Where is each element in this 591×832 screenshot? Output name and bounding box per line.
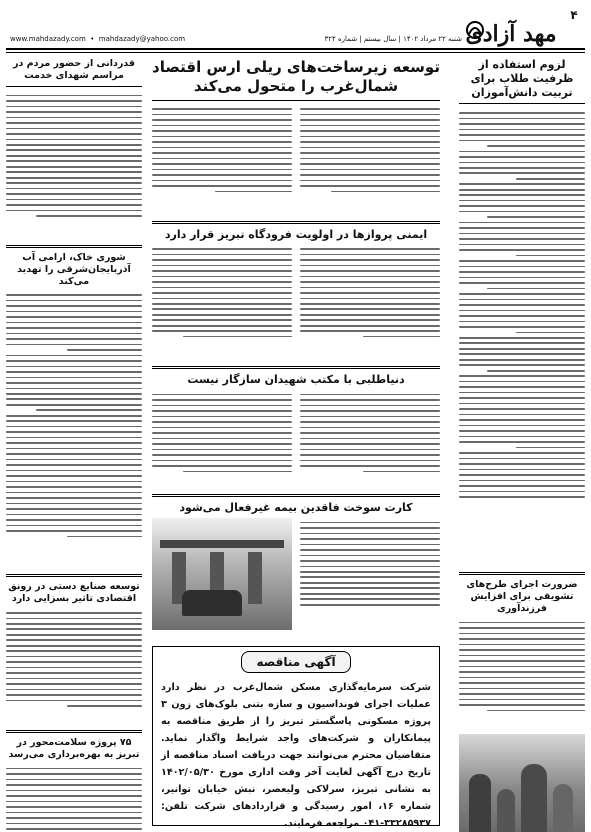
left-column xyxy=(6,58,142,826)
children-photo xyxy=(459,734,585,832)
right-column xyxy=(459,58,585,826)
right-article2-body xyxy=(459,618,585,730)
left-article1-body xyxy=(6,91,142,241)
right-article1-body xyxy=(459,108,585,568)
divider xyxy=(152,221,440,224)
website: www.mahdazady.com xyxy=(10,35,86,43)
left-article4-body xyxy=(6,764,142,832)
issue-info: شنبه ۲۲ مرداد ۱۴۰۲ | سال بیستم | شماره ۳۲۴ xyxy=(324,35,462,43)
article2-body xyxy=(152,244,440,362)
left-article4-title: ۷۵ پروژه سلامت‌محور در تبریز به بهره‌برداری می‌رسد xyxy=(8,737,140,760)
divider xyxy=(152,366,440,369)
divider xyxy=(459,572,585,575)
masthead-info-line xyxy=(6,32,466,46)
masthead-rule xyxy=(6,48,585,50)
masthead-rule-thin xyxy=(6,52,585,53)
divider xyxy=(6,574,142,577)
divider xyxy=(6,730,142,733)
ad-body: شرکت سرمایه‌گذاری مسکن شمال‌غرب در نظر دارد عملیات اجرای فونداسیون و سازه بتنی بلوک‌های زون ۳ پروژه مسکونی پاسگستر تبریز را از طریق مناقصه به پیمانکاران و شرکت‌های واجد شرایط واگذار نماید. متقاضیان محترم می‌توانند جهت دریافت اسناد مناقصه از تاریخ درج آگهی لغایت آخر وقت اداری مورخ ۱۴۰۲/۰۵/۳۰ به نشانی تبریز، سرلاکی ولیعصر، نبش خیابان توانیر، شماره ۱۶، امور رسیدگی و قراردادهای شرکت تلفن: ۳۳۲۸۵۹۳۷-۰۴۱ مراجعه فرمایند. xyxy=(161,682,431,829)
email: mahdazady@yahoo.com xyxy=(98,35,186,43)
left-article2-title: شوری خاک، ارامی آب آذربایجان‌شرقی را تهدید می‌کند xyxy=(17,251,131,287)
tender-advertisement xyxy=(152,646,440,829)
left-article1-title: قدردانی از حضور مردم در مراسم شهدای خدمت xyxy=(12,58,136,81)
contact-info: www.mahdazady.com • mahdazady@yahoo.com xyxy=(10,35,186,43)
right-article1-title: لزوم استفاده از ظرفیت طلاب برای تربیت دانش‌آموزان xyxy=(470,58,574,99)
article4-row xyxy=(152,518,440,630)
logo-emblem-icon xyxy=(465,20,485,40)
divider xyxy=(152,100,440,101)
article3-title: دنیاطلبی با مکتب شهیدان سازگار نیست xyxy=(187,373,405,387)
divider xyxy=(152,494,440,497)
article3-body xyxy=(152,390,440,490)
page-number: ۴ xyxy=(570,8,578,22)
newspaper-logo xyxy=(463,10,559,58)
article4-body xyxy=(300,518,440,630)
lead-body xyxy=(152,105,440,217)
divider xyxy=(6,245,142,248)
article4-title: کارت سوخت فاقدین بیمه غیرفعال می‌شود xyxy=(179,501,413,514)
divider xyxy=(459,103,585,104)
left-article3-body xyxy=(6,608,142,726)
article2-title: ایمنی پروازها در اولویت فرودگاه تبریز قرار دارد xyxy=(164,227,428,241)
newspaper-page xyxy=(6,6,585,829)
right-article2-title: ضرورت اجرای طرح‌های تشویقی برای افزایش فرزندآوری xyxy=(466,579,578,614)
divider xyxy=(6,86,142,87)
ad-title: آگهی مناقصه xyxy=(241,651,351,673)
left-article3-title: توسعه صنایع دستی در رونق اقتصادی تاثیر بسزایی دارد xyxy=(8,581,140,605)
middle-column xyxy=(152,58,440,638)
lead-title: توسعه زیرساخت‌های ریلی ارس اقتصاد شمال‌غرب را متحول می‌کند xyxy=(152,58,440,95)
left-article2-body xyxy=(6,290,142,570)
fuel-station-photo xyxy=(152,518,292,630)
logo-text: مهد آزادی xyxy=(465,21,557,47)
